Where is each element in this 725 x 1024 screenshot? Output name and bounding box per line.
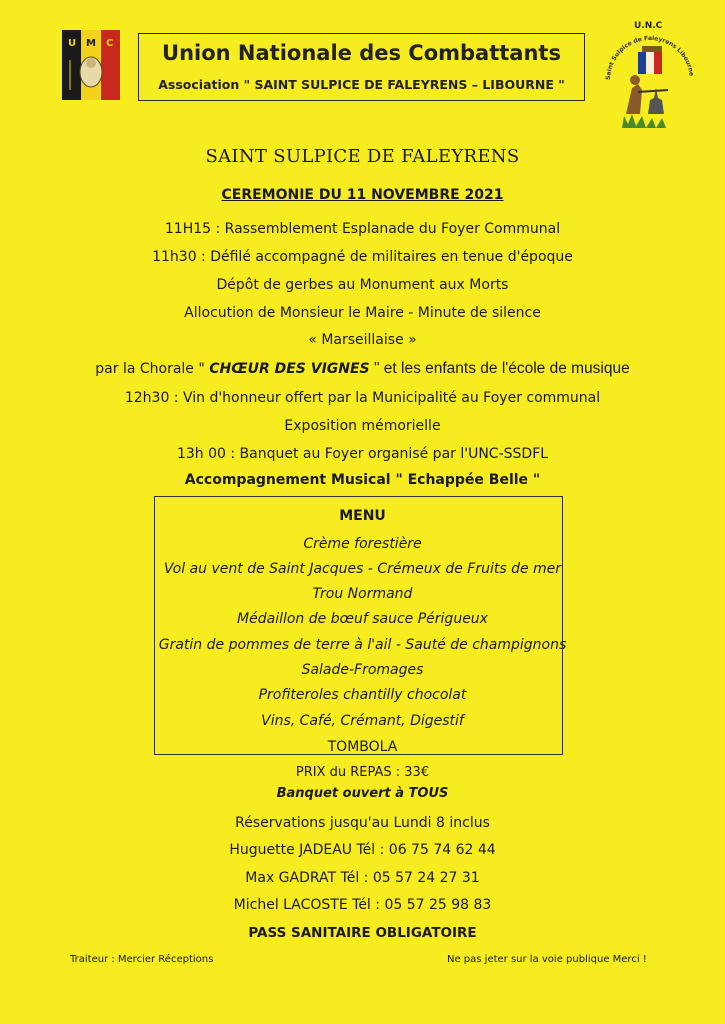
chorus-line bbox=[0, 360, 725, 378]
svg-text:M: M bbox=[86, 38, 96, 49]
program-line: 13h 00 : Banquet au Foyer organisé par l'UNC-SSDFL bbox=[176, 446, 549, 462]
health-pass-notice: PASS SANITAIRE OBLIGATOIRE bbox=[248, 925, 477, 941]
menu-title: MENU bbox=[339, 508, 386, 524]
contact-line: Michel LACOSTE Tél : 05 57 25 98 83 bbox=[233, 897, 492, 913]
menu-item: Médaillon de bœuf sauce Périgueux bbox=[237, 611, 488, 627]
association-name: Association " SAINT SULPICE DE FALEYRENS – LIBOURNE " bbox=[158, 77, 565, 92]
contact-line: Huguette JADEAU Tél : 06 75 74 62 44 bbox=[229, 842, 496, 858]
menu-item: Vins, Café, Crémant, Digestif bbox=[261, 713, 464, 729]
svg-text:U: U bbox=[68, 38, 77, 49]
unc-flag-logo bbox=[62, 30, 120, 100]
menu-item: Trou Normand bbox=[312, 586, 413, 602]
program-line: Dépôt de gerbes au Monument aux Morts bbox=[216, 277, 509, 293]
chorus-prefix: par la Chorale " bbox=[95, 361, 210, 377]
menu-item: Crème forestière bbox=[303, 536, 422, 552]
meal-price: PRIX du REPAS : 33€ bbox=[295, 765, 430, 780]
emblem-arc-text: Saint Sulpice de Faleyrens Libourne bbox=[604, 34, 695, 81]
chorus-suffix: " et les enfants de l'école de musique bbox=[369, 360, 630, 377]
music-line: Accompagnement Musical " Echappée Belle " bbox=[184, 472, 541, 488]
org-title: Union Nationale des Combattants bbox=[162, 41, 561, 65]
contact-line: Max GADRAT Tél : 05 57 24 27 31 bbox=[245, 870, 480, 886]
menu-item: Vol au vent de Saint Jacques - Crémeux de Fruits de mer bbox=[163, 561, 562, 577]
svg-text:C: C bbox=[106, 38, 114, 49]
program-line: Allocution de Monsieur le Maire - Minute de silence bbox=[184, 305, 541, 321]
open-to-all: Banquet ouvert à TOUS bbox=[276, 786, 449, 801]
littering-notice: Ne pas jeter sur la voie publique Merci ! bbox=[447, 954, 647, 965]
program-line: 11h30 : Défilé accompagné de militaires en tenue d'époque bbox=[152, 249, 573, 265]
menu-item: Profiteroles chantilly chocolat bbox=[258, 687, 467, 703]
caterer-note: Traiteur : Mercier Réceptions bbox=[70, 954, 214, 965]
menu-item: Salade-Fromages bbox=[301, 662, 424, 678]
menu-item: Gratin de pommes de terre à l'ail - Sauté de champignons bbox=[158, 637, 567, 653]
ceremony-title: CEREMONIE DU 11 NOVEMBRE 2021 bbox=[221, 187, 504, 203]
program-line: 11H15 : Rassemblement Esplanade du Foyer Communal bbox=[164, 221, 561, 237]
program-line: Exposition mémorielle bbox=[284, 418, 441, 434]
chorus-name: CHŒUR DES VIGNES bbox=[209, 361, 370, 377]
program-line: « Marseillaise » bbox=[308, 332, 417, 348]
title-box bbox=[138, 33, 585, 101]
unc-saint-sulpice-emblem bbox=[598, 18, 698, 130]
emblem-top-text: U.N.C bbox=[634, 21, 663, 31]
tombola-label: TOMBOLA bbox=[327, 739, 398, 755]
place-title: SAINT SULPICE DE FALEYRENS bbox=[205, 146, 520, 167]
program-line: 12h30 : Vin d'honneur offert par la Municipalité au Foyer communal bbox=[124, 390, 601, 406]
reservation-deadline: Réservations jusqu'au Lundi 8 inclus bbox=[235, 815, 490, 831]
